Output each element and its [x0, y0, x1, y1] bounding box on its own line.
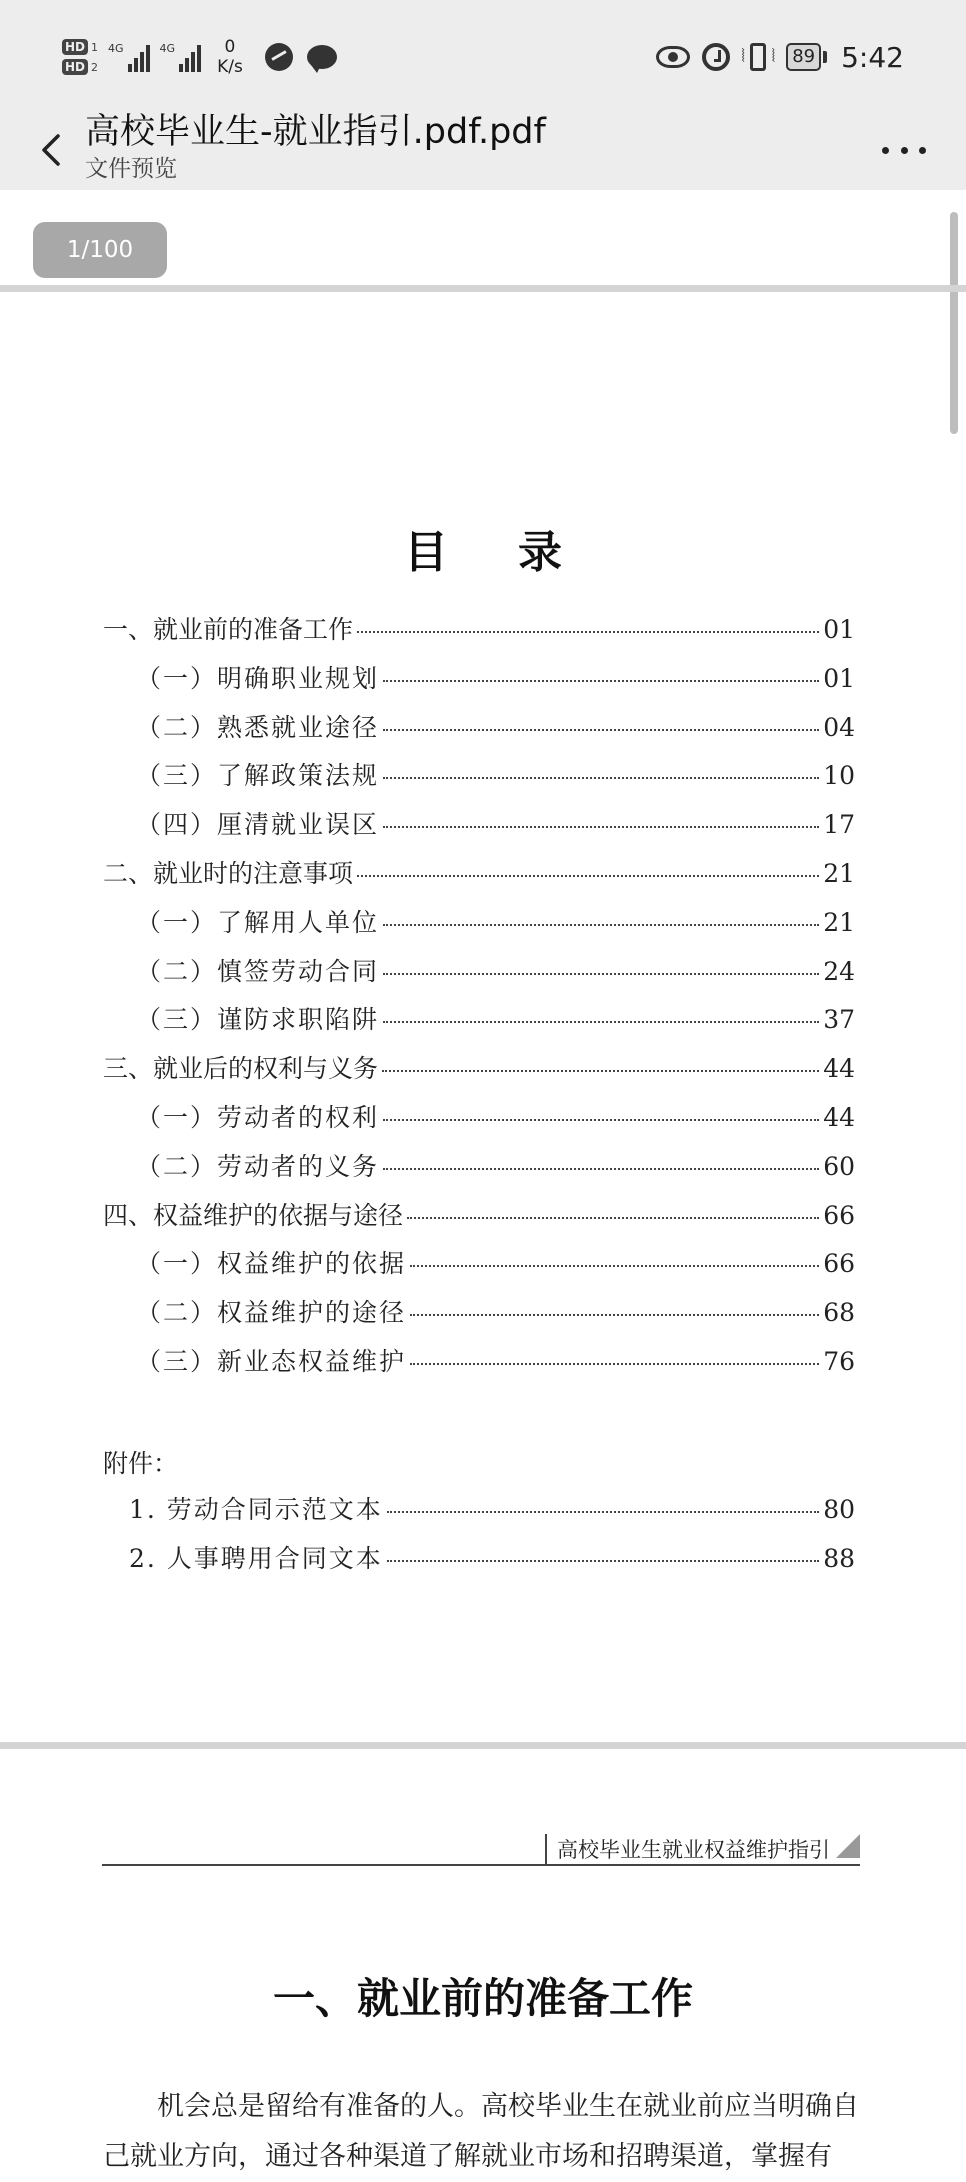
toc-leader-dots — [383, 1168, 819, 1170]
toc-leader-dots — [387, 1511, 819, 1513]
app-header — [0, 110, 966, 190]
network-type: 4G — [159, 42, 176, 55]
toc-leader-dots — [383, 1021, 819, 1023]
net-speed — [217, 37, 243, 77]
toc-entry-label: 1. 劳动合同示范文本 — [129, 1495, 383, 1524]
more-dots-icon[interactable] — [882, 130, 926, 170]
toc-entry-page: 21 — [823, 859, 855, 888]
running-header — [102, 1832, 860, 1866]
hd-sim-number: 2 — [91, 60, 99, 74]
appendix-label: 附件： — [103, 1449, 179, 1478]
toc-entry-label: （四）厘清就业误区 — [136, 810, 380, 840]
hd-sim-number: 1 — [91, 40, 99, 54]
toc-leader-dots — [383, 826, 819, 828]
clock: 5:42 — [841, 40, 904, 74]
toc-entry-page: 88 — [823, 1543, 855, 1573]
toc-entry-page: 10 — [823, 761, 855, 791]
toc-entry-page: 44 — [823, 1054, 855, 1084]
toc-leader-dots — [383, 973, 819, 975]
network-type: 4G — [108, 42, 124, 55]
toc-entry[interactable] — [103, 952, 855, 988]
toc-entry[interactable] — [103, 1049, 855, 1085]
eye-icon — [656, 46, 690, 68]
globe-icon — [265, 43, 293, 71]
toc-leader-dots — [410, 1363, 819, 1365]
toc-entry-label: （一）权益维护的依据 — [136, 1249, 407, 1279]
net-speed-value: 0 — [224, 37, 236, 57]
toc-entry-page: 24 — [823, 956, 855, 986]
toc-entry-page: 17 — [823, 810, 855, 840]
toc-entry-label: 三、就业后的权利与义务 — [103, 1054, 379, 1084]
page-separator — [0, 1742, 966, 1749]
toc-leader-dots — [357, 875, 819, 877]
toc-entry[interactable] — [103, 1000, 855, 1036]
toc-entry[interactable] — [103, 1539, 855, 1575]
toc-entry-label: （三）了解政策法规 — [136, 761, 380, 791]
toc-entry[interactable] — [103, 1196, 855, 1232]
toc-entry-page: 66 — [823, 1249, 855, 1279]
toc-entry-page: 66 — [823, 1200, 855, 1230]
toc-entry-page: 44 — [823, 1103, 855, 1132]
toc-entry-label: （一）明确职业规划 — [136, 663, 380, 693]
toc-entry[interactable] — [103, 1098, 855, 1134]
toc-title: 目录 — [404, 527, 632, 578]
toc-entry-label: （一）劳动者的权利 — [136, 1103, 380, 1132]
toc-entry-label: （三）新业态权益维护 — [136, 1347, 407, 1376]
signal-icon — [160, 42, 202, 72]
toc-entry[interactable] — [103, 1342, 855, 1378]
toc-entry-label: （三）谨防求职陷阱 — [136, 1005, 380, 1035]
chevron-left-icon[interactable] — [32, 120, 72, 180]
toc-entry-label: （二）熟悉就业途径 — [136, 712, 380, 742]
toc-entry-label: 一、就业前的准备工作 — [103, 615, 354, 644]
net-speed-unit: K/s — [217, 57, 243, 77]
toc-leader-dots — [410, 1314, 819, 1316]
toc-leader-dots — [387, 1560, 819, 1562]
toc-entry[interactable] — [103, 1490, 855, 1526]
status-left — [62, 32, 337, 82]
hd-icon — [62, 39, 98, 75]
toc-leader-dots — [383, 777, 819, 779]
alarm-icon — [702, 43, 730, 71]
file-title: 高校毕业生-就业指引.pdf.pdf — [85, 112, 546, 152]
toc-entry-page: 68 — [823, 1298, 855, 1328]
toc-entry-label: 二、就业时的注意事项 — [103, 859, 354, 888]
toc-entry[interactable] — [103, 659, 855, 695]
running-header-text: 高校毕业生就业权益维护指引 — [545, 1834, 830, 1864]
message-bubble-icon — [307, 45, 337, 69]
toc-entry-page: 80 — [823, 1495, 855, 1524]
corner-triangle-icon — [836, 1834, 860, 1858]
battery-level: 89 — [786, 43, 821, 71]
toc-entry[interactable] — [103, 805, 855, 841]
toc-entry-page: 60 — [823, 1151, 855, 1181]
toc-entry-page: 37 — [823, 1005, 855, 1035]
hd-badge: HD — [62, 39, 88, 55]
body-paragraph: 机会总是留给有准备的人。高校毕业生在就业前应当明确自己就业方向，通过各种渠道了解就业市场和招聘渠道，掌握有 — [103, 2091, 859, 2172]
page-indicator: 1/100 — [33, 222, 167, 278]
signal-icon — [108, 42, 150, 72]
hd-badge: HD — [62, 59, 88, 75]
file-subtitle: 文件预览 — [85, 156, 177, 182]
toc-entry-page: 01 — [823, 663, 855, 693]
toc-entry[interactable] — [103, 1293, 855, 1329]
toc-leader-dots — [383, 729, 819, 731]
toc-entry[interactable] — [103, 1244, 855, 1280]
toc-entry-label: （二）劳动者的义务 — [136, 1151, 380, 1181]
vibrate-icon — [750, 43, 766, 71]
toc-entry[interactable] — [103, 903, 855, 939]
toc-entry-label: （二）慎签劳动合同 — [136, 956, 380, 986]
toc-entry[interactable] — [103, 854, 855, 890]
page-separator — [0, 285, 966, 292]
status-right — [656, 36, 904, 78]
toc-entry-page: 76 — [823, 1347, 855, 1376]
toc-entry-label: （二）权益维护的途径 — [136, 1298, 407, 1328]
toc-entry-page: 21 — [823, 907, 855, 937]
toc-leader-dots — [383, 924, 819, 926]
toc-leader-dots — [383, 680, 819, 682]
toc-entry-page: 04 — [823, 712, 855, 742]
section-title: 一、就业前的准备工作 — [272, 1974, 693, 2023]
toc-leader-dots — [383, 1119, 819, 1121]
toc-entry[interactable] — [103, 708, 855, 744]
toc-entry[interactable] — [103, 1147, 855, 1183]
status-bar — [0, 0, 966, 110]
toc-entry[interactable] — [103, 610, 855, 646]
toc-leader-dots — [407, 1217, 819, 1219]
toc-entry[interactable] — [103, 756, 855, 792]
toc-entry-label: （一）了解用人单位 — [136, 907, 380, 937]
scrollbar-thumb[interactable] — [950, 212, 958, 434]
toc-leader-dots — [410, 1265, 819, 1267]
toc-entry-label: 四、权益维护的依据与途径 — [103, 1200, 404, 1230]
battery-icon — [786, 43, 827, 71]
toc-leader-dots — [357, 631, 819, 633]
toc-leader-dots — [382, 1070, 819, 1072]
toc-entry-label: 2. 人事聘用合同文本 — [129, 1543, 383, 1573]
toc-entry-page: 01 — [823, 615, 855, 644]
